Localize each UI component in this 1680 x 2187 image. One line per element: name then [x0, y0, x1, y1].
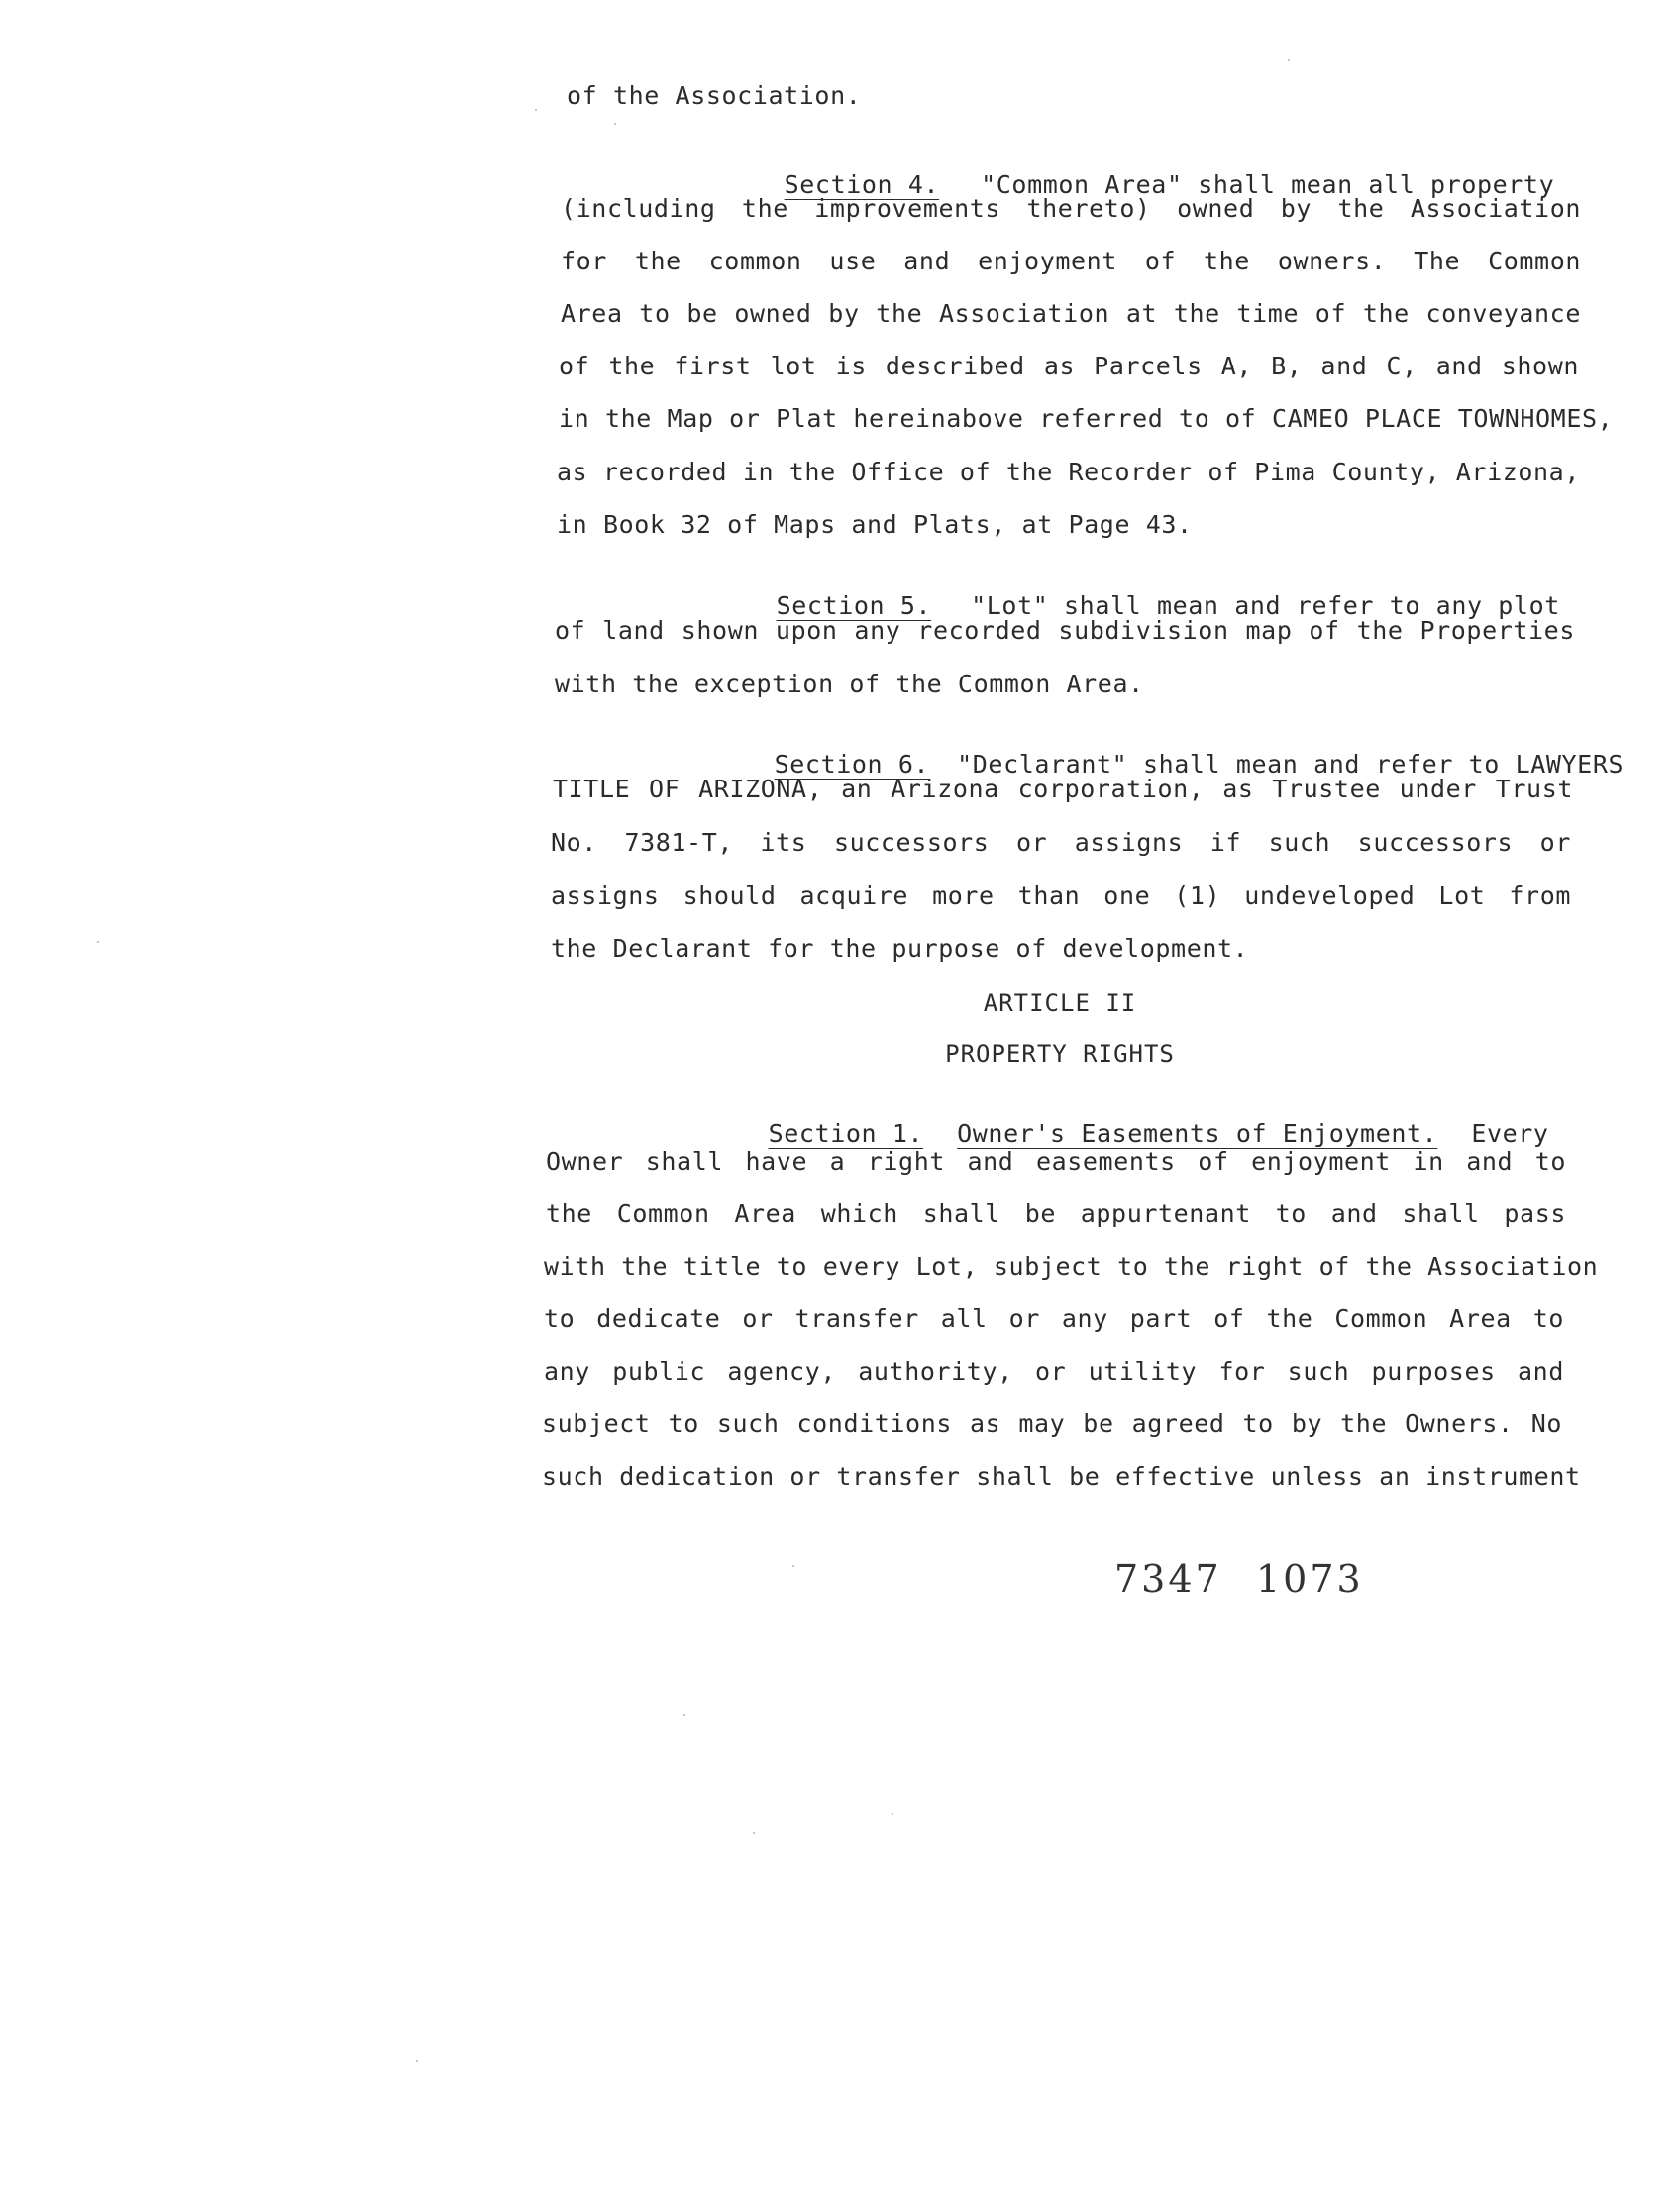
scan-speck [792, 1565, 794, 1567]
section-6-label: Section 6. [774, 750, 930, 779]
section-1-label: Section 1. [768, 1119, 924, 1148]
scan-speck [753, 1832, 755, 1834]
text-line: subject to such conditions as may be agreed to by the Owners. No [542, 1409, 1562, 1438]
section-4-label: Section 4. [784, 170, 940, 199]
text-line: to dedicate or transfer all or any part of the Common Area to [544, 1304, 1564, 1333]
article-heading: ARTICLE II [983, 989, 1137, 1017]
text-line: any public agency, authority, or utility for such purposes and [544, 1357, 1564, 1386]
recording-page-number: 1073 [1256, 1557, 1364, 1601]
scan-speck [614, 123, 616, 125]
text-line: No. 7381-T, its successors or assigns if such successors or [551, 828, 1571, 857]
scan-speck [416, 2060, 418, 2062]
scan-speck [683, 1714, 685, 1716]
text-line: with the title to every Lot, subject to the right of the Association [544, 1252, 1599, 1281]
text-line: TITLE OF ARIZONA, an Arizona corporation, as Trustee under Trust [553, 775, 1573, 803]
text-line: for the common use and enjoyment of the owners. The Common [561, 247, 1581, 275]
section-5-label: Section 5. [776, 591, 932, 620]
text-line: as recorded in the Office of the Recorder of Pima County, Arizona, [557, 458, 1580, 486]
text-line: in Book 32 of Maps and Plats, at Page 43. [557, 510, 1193, 539]
text-line: (including the improvements thereto) owned by the Association [561, 194, 1581, 223]
text-line: of the Association. [567, 81, 862, 110]
section-5-text: "Lot" shall mean and refer to any plot [971, 591, 1560, 620]
text-line: with the exception of the Common Area. [555, 670, 1144, 698]
text-line: assigns should acquire more than one (1) undeveloped Lot from [551, 882, 1571, 910]
recording-book-number: 7347 [1114, 1557, 1222, 1601]
scan-speck [97, 941, 99, 943]
section-1-text: Every [1471, 1119, 1549, 1148]
section-4-text: "Common Area" shall mean all property [981, 170, 1555, 199]
section-6-text: "Declarant" shall mean and refer to LAWYERS [957, 750, 1625, 779]
text-line: the Common Area which shall be appurtenant to and shall pass [546, 1199, 1566, 1228]
text-line: the Declarant for the purpose of development. [551, 934, 1249, 963]
text-line: of land shown upon any recorded subdivision map of the Properties [555, 616, 1575, 645]
article-title: PROPERTY RIGHTS [945, 1040, 1175, 1068]
section-1-title: Owner's Easements of Enjoyment. [957, 1119, 1438, 1148]
text-line: such dedication or transfer shall be effective unless an instrument [542, 1462, 1581, 1491]
text-line: Area to be owned by the Association at the time of the conveyance [561, 299, 1581, 328]
text-line: in the Map or Plat hereinabove referred to of CAMEO PLACE TOWNHOMES, [559, 404, 1614, 433]
scan-speck [535, 109, 537, 111]
text-line: of the first lot is described as Parcels A, B, and C, and shown [559, 352, 1579, 380]
text-line: Owner shall have a right and easements of enjoyment in and to [546, 1147, 1566, 1176]
scan-speck [1288, 59, 1290, 61]
scan-speck [892, 1813, 893, 1815]
